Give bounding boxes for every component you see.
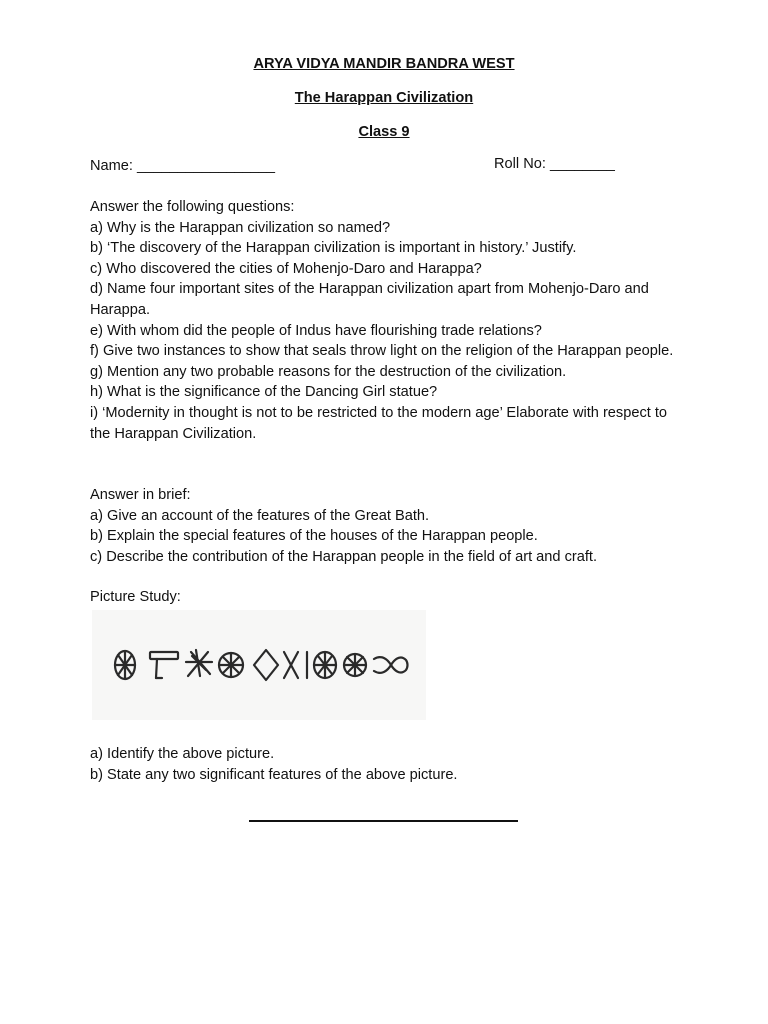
question-item: b) Explain the special features of the houses of the Harappan people. <box>90 528 538 545</box>
name-field: Name: _________________ <box>90 158 276 174</box>
question-item: f) Give two instances to show that seals throw light on the religion of the Harappan people. <box>90 343 674 360</box>
question-item: g) Mention any two probable reasons for the destruction of the civilization. <box>90 363 567 380</box>
question-item: c) Who discovered the cities of Mohenjo-Daro and Harappa? <box>90 260 482 277</box>
question-item: d) Name four important sites of the Harappan civilization apart from Mohenjo-Daro and Harappa. <box>90 281 649 318</box>
section-title: Picture Study: <box>90 589 181 605</box>
school-name: ARYA VIDYA MANDIR BANDRA WEST <box>253 56 515 72</box>
question-item: h) What is the significance of the Dancing Girl statue? <box>90 384 438 401</box>
question-item: c) Describe the contribution of the Harappan people in the field of art and craft. <box>90 548 598 565</box>
section-brief <box>90 485 680 567</box>
worksheet-title: The Harappan Civilization <box>294 90 474 106</box>
question-item: a) Why is the Harappan civilization so named? <box>90 219 391 236</box>
question-item: i) ‘Modernity in thought is not to be restricted to the modern age’ Elaborate with respect to the Harappan Civilization. <box>90 404 668 442</box>
section-questions <box>90 197 680 444</box>
section-title: Answer the following questions: <box>90 199 295 215</box>
harappan-script-signs-icon <box>92 610 426 720</box>
end-divider <box>249 820 518 822</box>
section-title: Answer in brief: <box>90 487 191 503</box>
question-item: a) Give an account of the features of the Great Bath. <box>90 507 430 524</box>
class-label: Class 9 <box>358 124 410 140</box>
question-item: b) State any two significant features of the above picture. <box>90 766 458 783</box>
section-picture-questions <box>90 744 680 785</box>
question-item: e) With whom did the people of Indus have flourishing trade relations? <box>90 322 542 339</box>
roll-no-field: Roll No: ________ <box>494 156 615 172</box>
question-item: b) ‘The discovery of the Harappan civilization is important in history.’ Justify. <box>90 240 577 257</box>
question-item: a) Identify the above picture. <box>90 746 275 762</box>
